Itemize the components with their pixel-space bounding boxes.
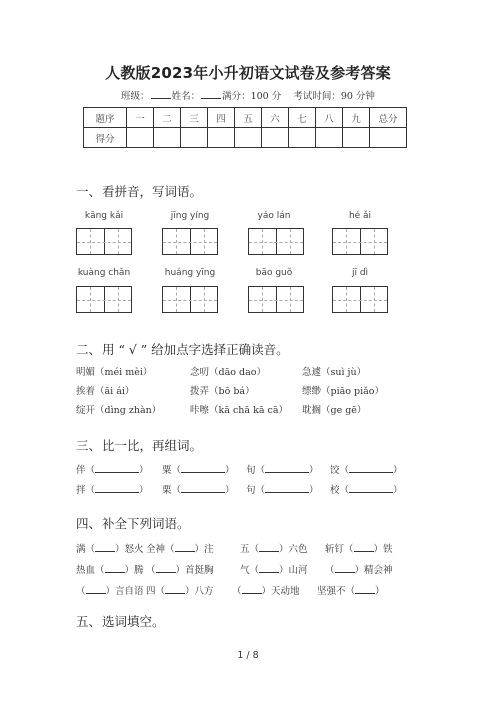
class-label: 班级： — [121, 91, 150, 102]
section-title: 看拼音，写词语。 — [102, 184, 203, 199]
pronunciation-item[interactable]: 耽搁（ge gē） — [302, 405, 367, 416]
answer-blank[interactable] — [349, 464, 393, 473]
section-number: 四、 — [76, 516, 102, 531]
compare-item[interactable]: 粟（ ） — [162, 465, 235, 476]
answer-blank[interactable] — [95, 543, 115, 552]
answer-blank[interactable] — [175, 543, 195, 552]
answer-blank[interactable] — [242, 585, 262, 594]
section-3-heading — [76, 436, 202, 454]
section-5-heading — [76, 612, 165, 630]
score-row-label: 得分 — [84, 128, 127, 148]
score-cell[interactable] — [154, 128, 181, 148]
answer-blank[interactable] — [354, 543, 374, 552]
pronunciation-item[interactable]: 明媚（méi mèi） — [76, 367, 153, 378]
writing-grid[interactable] — [332, 286, 388, 313]
idiom-item[interactable]: 五（ ）六色 — [240, 544, 308, 555]
score-row — [84, 128, 407, 148]
score-cell[interactable] — [127, 128, 154, 148]
pronunciation-item[interactable]: 念叨（dāo dao） — [190, 367, 266, 378]
pronunciation-item[interactable]: 缥缈（piāo piǎo） — [302, 386, 385, 397]
section-1-heading — [76, 182, 202, 200]
score-cell[interactable] — [316, 128, 343, 148]
exam-time: 考试时间：90 分钟 — [293, 91, 375, 102]
writing-grid[interactable] — [76, 228, 132, 255]
pinyin-label: jī dì — [351, 268, 369, 278]
pronunciation-item[interactable]: 拨弄（bō bá） — [190, 386, 255, 397]
score-header-cell: 总分 — [370, 108, 407, 128]
section-4-heading — [76, 514, 190, 532]
answer-blank[interactable] — [349, 484, 393, 493]
pinyin-label: hé ǎi — [348, 211, 372, 221]
idiom-item[interactable]: （ ）首挺胸 — [146, 565, 214, 576]
answer-blank[interactable] — [181, 484, 225, 493]
pronunciation-item[interactable]: 绽开（dìng zhàn） — [76, 405, 162, 416]
page-title: 人教版2023年小升初语文试卷及参考答案 — [105, 64, 391, 82]
writing-grid[interactable] — [162, 228, 218, 255]
compare-item[interactable]: 伴（ ） — [76, 465, 149, 476]
idiom-item[interactable]: （ ）天动地 — [232, 586, 300, 597]
idiom-item[interactable]: 热血（ ）腾 — [76, 565, 144, 576]
section-title: 比一比，再组词。 — [102, 438, 203, 453]
answer-blank[interactable] — [165, 585, 185, 594]
score-cell[interactable] — [370, 128, 407, 148]
writing-grid[interactable] — [248, 228, 304, 255]
section-title: 补全下列词语。 — [102, 516, 190, 531]
score-header-cell: 九 — [343, 108, 370, 128]
section-number: 五、 — [76, 614, 102, 629]
name-blank — [201, 89, 221, 99]
answer-blank[interactable] — [335, 564, 355, 573]
full-score: 满分：100 分 — [222, 91, 282, 102]
idiom-item[interactable]: 坚强不（ ） — [317, 586, 385, 597]
answer-blank[interactable] — [355, 585, 375, 594]
compare-item[interactable]: 饺（ ） — [330, 465, 403, 476]
score-header-cell: 七 — [289, 108, 316, 128]
pinyin-label: kuàng chǎn — [77, 268, 131, 278]
score-header-cell: 三 — [181, 108, 208, 128]
section-number: 三、 — [76, 438, 102, 453]
score-table — [83, 107, 407, 148]
answer-blank[interactable] — [95, 464, 139, 473]
answer-blank[interactable] — [86, 585, 106, 594]
score-cell[interactable] — [289, 128, 316, 148]
score-header-cell: 六 — [262, 108, 289, 128]
class-blank — [151, 89, 171, 99]
answer-blank[interactable] — [95, 484, 139, 493]
exam-info — [0, 88, 496, 102]
answer-blank[interactable] — [105, 564, 125, 573]
answer-blank[interactable] — [181, 464, 225, 473]
score-header-cell: 四 — [208, 108, 235, 128]
section-title: 用 “ √ ” 给加点字选择正确读音。 — [102, 342, 289, 357]
score-header-cell: 八 — [316, 108, 343, 128]
idiom-item[interactable]: 全神（ ）注 — [146, 544, 214, 555]
idiom-item[interactable]: 四（ ）八方 — [146, 586, 214, 597]
pronunciation-item[interactable]: 挨着（āi ái） — [76, 386, 135, 397]
page-number: 1 / 8 — [237, 650, 259, 661]
section-number: 一、 — [76, 184, 102, 199]
idiom-item[interactable]: 气（ ）山河 — [240, 565, 308, 576]
score-cell[interactable] — [262, 128, 289, 148]
name-label: 姓名： — [171, 91, 201, 102]
pronunciation-item[interactable]: 咔嚓（kā chā kā cā） — [190, 405, 288, 416]
compare-item[interactable]: 栗（ ） — [162, 485, 235, 496]
writing-grid[interactable] — [248, 286, 304, 313]
compare-item[interactable]: 校（ ） — [330, 485, 403, 496]
score-cell[interactable] — [343, 128, 370, 148]
pinyin-label: kāng kǎi — [84, 211, 124, 221]
section-title: 选词填空。 — [102, 614, 165, 629]
score-cell[interactable] — [181, 128, 208, 148]
score-cell[interactable] — [208, 128, 235, 148]
compare-item[interactable]: 旬（ ） — [246, 465, 319, 476]
answer-blank[interactable] — [265, 464, 309, 473]
score-header-cell: 五 — [235, 108, 262, 128]
idiom-item[interactable]: 斩钉（ ）铁 — [325, 544, 393, 555]
answer-blank[interactable] — [156, 564, 176, 573]
writing-grid[interactable] — [162, 286, 218, 313]
idiom-item[interactable]: （ ）精会神 — [325, 565, 393, 576]
pinyin-label: jīng yíng — [170, 211, 210, 221]
answer-blank[interactable] — [259, 564, 279, 573]
section-2-heading — [76, 340, 289, 358]
score-header-cell: 二 — [154, 108, 181, 128]
compare-item[interactable]: 拌（ ） — [76, 485, 149, 496]
pinyin-label: bāo guǒ — [255, 268, 293, 278]
writing-grid[interactable] — [76, 286, 132, 313]
pronunciation-item[interactable]: 急遽（suì jù） — [302, 367, 367, 378]
pinyin-label: yáo lán — [257, 211, 291, 221]
score-header-cell: 题序 — [84, 108, 127, 128]
score-header-row — [84, 108, 407, 128]
score-cell[interactable] — [235, 128, 262, 148]
score-header-cell: 一 — [127, 108, 154, 128]
compare-item[interactable]: 句（ ） — [246, 485, 319, 496]
idiom-item[interactable]: （ ）言自语 — [76, 586, 144, 597]
section-number: 二、 — [76, 342, 102, 357]
writing-grid[interactable] — [332, 228, 388, 255]
pinyin-label: huáng yīng — [164, 268, 216, 278]
answer-blank[interactable] — [259, 543, 279, 552]
idiom-item[interactable]: 满（ ）怒火 — [76, 544, 144, 555]
answer-blank[interactable] — [265, 484, 309, 493]
